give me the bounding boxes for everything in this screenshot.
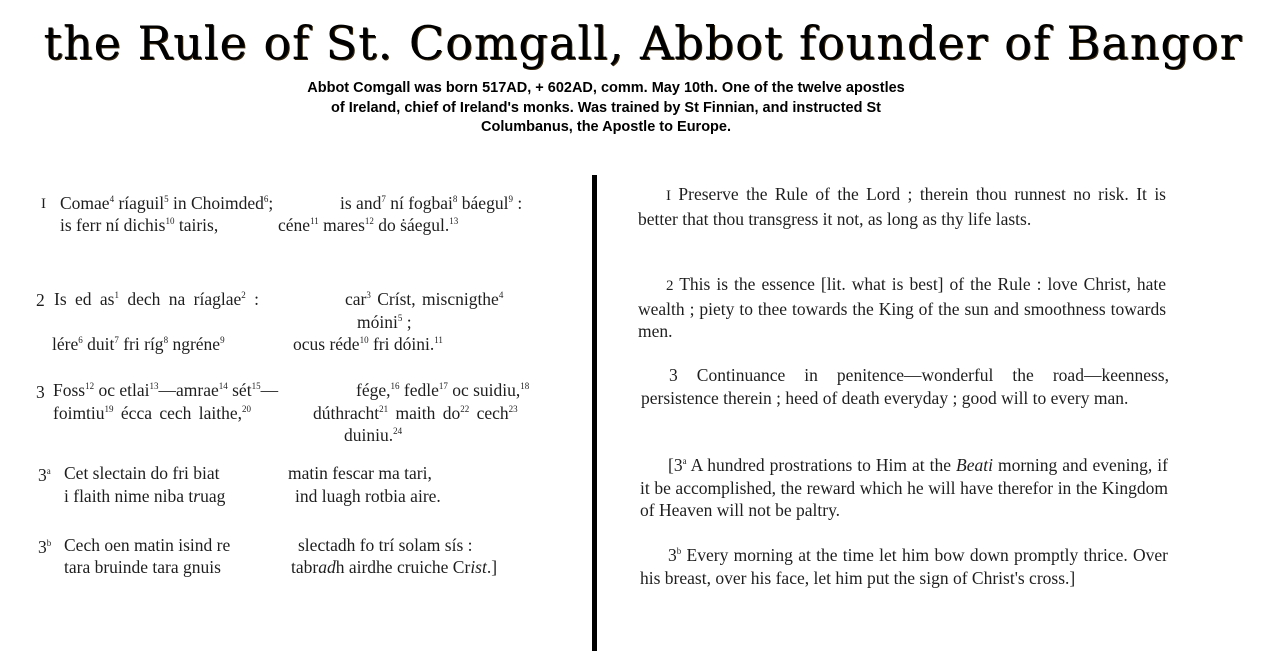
translation-paragraph-3a: [3$^a$ A hundred prostrations to Him at the Beati morning and evening, if it be accomplished, the reward which he will have therefor in the Kingdom of Heaven will not be paltry. xyxy=(640,455,1168,520)
english-translation-column xyxy=(638,0,1168,651)
stanza-number: 2 xyxy=(36,290,45,310)
stanza-number: 3 xyxy=(36,382,45,402)
stanza-line: Comae$^4$ ríaguil$^5$ in Choimded$^6$; xyxy=(60,193,274,213)
stanza-line: is ferr ní dichis$^{10}$ tairis, xyxy=(60,215,219,235)
stanza-line: Cet slectain do fri biat xyxy=(64,463,220,483)
stanza-line: fége,$^{16}$ fedle$^{17}$ oc suidiu,$^{18}$ xyxy=(356,380,530,400)
stanza-line: ocus réde$^{10}$ fri dóini.$^{11}$ xyxy=(293,334,443,354)
stanza-line: dúthracht$^{21}$ maith $do^{22}$ cech$^{23}$ xyxy=(313,403,518,423)
stanza-line: céne$^{11}$ mares$^{12}$ do ṡáegul.$^{13}$ xyxy=(278,215,459,235)
stanza-number: I xyxy=(41,196,46,212)
stanza-line: slectadh fo trí solam sís : xyxy=(298,535,473,555)
intro-paragraph: Abbot Comgall was born 517AD, + 602AD, comm. May 10th. One of the twelve apostles of Ireland, chief of Ireland's monks. Was trained by St Finnian, and instructed St Columbanus, the Apostle to Europe. xyxy=(307,80,905,135)
stanza-line: matin fescar ma tari, xyxy=(288,463,432,483)
stanza-line: Is ed $as^1$ dech na ríaglae$^2$ : xyxy=(54,289,260,309)
paragraph-number: I xyxy=(666,188,671,204)
page-title: the Rule of St. Comgall, Abbot founder of Bangor xyxy=(43,16,1243,70)
column-divider xyxy=(592,175,597,651)
stanza-line: duiniu.$^{24}$ xyxy=(344,425,403,445)
stanza-line: tara bruinde tara gnuis xyxy=(64,557,221,577)
paragraph-number: 3 xyxy=(668,545,677,565)
translation-paragraph-3b: 3$^b$ Every morning at the time let him bow down promptly thrice. Over his breast, over his face, let him put the sign of Christ's cross.] xyxy=(640,545,1168,588)
stanza-line: móini$^5$ ; xyxy=(357,312,412,332)
translation-paragraph-1: I Preserve the Rule of the Lord ; therein thou runnest no risk. It is better that thou transgress it not, as long as thy life lasts. xyxy=(638,184,1166,229)
translation-paragraph-3: 3 Continuance in penitence—wonderful the road—keenness, persistence therein ; heed of death everyday ; good will to every man. xyxy=(641,365,1169,408)
stanza-line: ind luagh rotbia aire. xyxy=(295,486,441,506)
stanza-line: Foss$^{12}$ oc etlai$^{13}$—amrae$^{14}$ sét$^{15}$— xyxy=(53,380,279,400)
paragraph-number: 2 xyxy=(666,278,674,294)
stanza-number: 3$^b$ xyxy=(38,537,52,557)
stanza-line: lére$^6$ duit$^7$ fri ríg$^8$ ngréne$^9$ xyxy=(52,334,225,354)
stanza-line: Cech oen matin isind re xyxy=(64,535,231,555)
stanza-number: 3$^a$ xyxy=(38,465,51,485)
translation-paragraph-2: 2 This is the essence [lit. what is best] of the Rule : love Christ, hate wealth ; piety to thee towards the King of the sun and smoothness towards men. xyxy=(638,274,1167,341)
stanza-line: foimtiu$^{19}$ écca cech laithe,$^{20}$ xyxy=(53,403,252,423)
stanza-line: tabradh airdhe cruiche Crist.] xyxy=(291,557,498,577)
stanza-line: is and$^7$ ní fogbai$^8$ báegul$^9$ : xyxy=(340,193,523,213)
irish-text-column xyxy=(0,0,590,651)
paragraph-number: 3 xyxy=(669,365,678,385)
stanza-line: i flaith nime niba truag xyxy=(64,486,226,506)
stanza-line: car$^3$ Críst, miscnigthe$^4$ xyxy=(345,289,504,309)
paragraph-number: [3 xyxy=(668,455,683,475)
